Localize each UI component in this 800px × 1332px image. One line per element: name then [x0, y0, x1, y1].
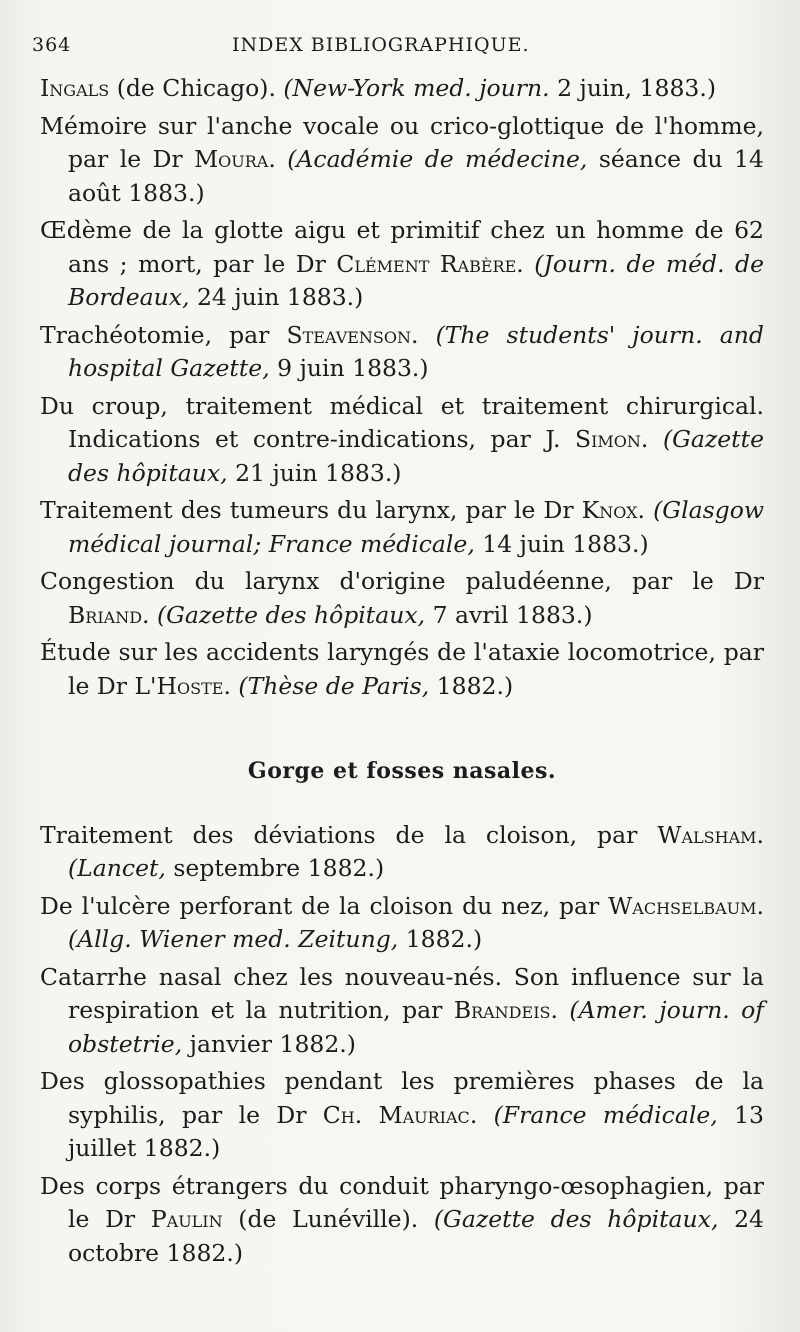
entry-text: Traitement des déviations de la cloison, par: [40, 820, 658, 849]
entry-source: (Gazette des hôpitaux,: [156, 600, 426, 629]
entry-source: (Journ. de méd. de Bordeaux,: [68, 249, 764, 311]
entry-author: Ingals: [40, 74, 110, 102]
entry-date: septembre 1882.): [165, 854, 385, 882]
entry-text: Catarrhe nasal chez les nouveau-nés. Son influence sur la respiration et la nutrition, par: [40, 962, 764, 1024]
bibliography-entry: [40, 494, 764, 561]
entry-date: 24 octobre 1882.): [68, 1205, 764, 1267]
entry-text: .: [223, 671, 239, 700]
entry-author: Steavenson: [286, 320, 412, 349]
entry-source: (Glasgow médical journal; France médicale,: [68, 496, 764, 558]
entry-text: Étude sur les accidents laryngés de l'ataxie locomotrice, par le Dr: [40, 638, 764, 700]
entry-source: (France médicale,: [493, 1100, 718, 1129]
entry-text: Traitement des tumeurs du larynx, par le Dr: [40, 496, 582, 524]
bibliography-entry: [40, 214, 764, 315]
entry-source: (Lancet,: [68, 854, 166, 882]
bibliography-entry: [40, 819, 764, 886]
entry-source: (Allg. Wiener med. Zeitung,: [68, 925, 399, 953]
entry-source: (The students' journ. and hospital Gazette,: [68, 320, 764, 382]
entry-text: .: [637, 496, 654, 524]
entries-bottom: [40, 819, 764, 1271]
entry-text: .: [550, 996, 570, 1024]
entry-text: Trachéotomie, par: [40, 320, 287, 349]
entry-author: Moura: [194, 145, 269, 173]
entry-text: (de Lunéville).: [222, 1205, 434, 1233]
entry-date: séance du 14 août 1883.): [68, 145, 764, 207]
entry-date: 21 juin 1883.): [227, 458, 402, 487]
page-number: 364: [32, 34, 72, 56]
bibliography-entry: [40, 961, 764, 1062]
bibliography-entry: [40, 636, 764, 703]
entry-author: Ch. Mauriac: [322, 1100, 470, 1129]
entry-text: .: [268, 145, 288, 173]
entry-text: .: [640, 425, 663, 453]
entry-author: Simon: [575, 425, 641, 453]
bibliography-entry: [40, 1065, 764, 1166]
entry-author: L'Hoste: [134, 671, 224, 700]
entry-source: (Académie de médecine,: [287, 145, 588, 173]
entry-text: (de Chicago).: [109, 74, 284, 102]
bibliography-entry: [40, 319, 764, 386]
entry-text: .: [756, 820, 764, 849]
section-heading: Gorge et fosses nasales.: [247, 758, 557, 784]
bibliography-entry: [40, 565, 764, 632]
bibliography-entry: [40, 72, 764, 106]
entry-date: 1882.): [429, 671, 514, 700]
entry-date: 2 juin, 1883.): [549, 74, 717, 102]
entry-text: .: [516, 249, 535, 278]
entry-author: Walsham: [657, 820, 757, 849]
entry-date: janvier 1882.): [182, 1029, 356, 1058]
bibliography-entry: [40, 890, 764, 957]
entry-text: Congestion du larynx d'origine paludéenne, par le Dr: [40, 567, 764, 595]
entry-text: De l'ulcère perforant de la cloison du nez, par: [40, 891, 609, 920]
entry-text: .: [142, 600, 157, 629]
entry-text: Mémoire sur l'anche vocale ou crico-glottique de l'homme, par le Dr: [40, 111, 764, 173]
entry-text: Œdème de la glotte aigu et primitif chez un homme de 62 ans ; mort, par le Dr: [40, 216, 764, 278]
entry-source: (Amer. journ. of obstetrie,: [68, 996, 764, 1058]
entry-source: (Gazette des hôpitaux,: [68, 425, 764, 487]
entry-text: Des corps étrangers du conduit pharyngo-œsophagien, par le Dr: [40, 1171, 764, 1233]
entry-author: Wachselbaum: [608, 891, 757, 920]
entry-date: 14 juin 1883.): [474, 529, 649, 558]
entry-text: .: [469, 1100, 494, 1129]
running-title: INDEX BIBLIOGRAPHIQUE.: [232, 34, 530, 56]
bibliography-entry: [40, 1170, 764, 1271]
entry-author: Briand: [68, 600, 143, 629]
entry-text: .: [411, 320, 436, 349]
entry-date: 1882.): [398, 925, 483, 953]
bibliography-entry: [40, 110, 764, 211]
page-header: [32, 34, 760, 64]
entry-author: Paulin: [150, 1205, 223, 1233]
entries-top: [40, 72, 764, 703]
entry-text: Du croup, traitement médical et traitement chirurgical. Indications et contre-indications, par J.: [40, 391, 764, 453]
entry-source: (New-York med. journ.: [283, 74, 550, 102]
bibliography-entry: [40, 390, 764, 491]
entry-author: Brandeis: [453, 996, 551, 1024]
entry-date: 24 juin 1883.): [189, 283, 364, 311]
entry-date: 13 juillet 1882.): [68, 1100, 764, 1162]
entry-author: Clément Rabère: [336, 249, 517, 278]
entry-text: .: [756, 891, 764, 920]
bibliography-content: [40, 72, 764, 1274]
entry-text: Des glossopathies pendant les premières phases de la syphilis, par le Dr: [40, 1067, 764, 1129]
entry-source: (Gazette des hôpitaux,: [433, 1205, 719, 1233]
entry-date: 7 avril 1883.): [425, 600, 593, 629]
entry-date: 9 juin 1883.): [269, 354, 429, 382]
entry-source: (Thèse de Paris,: [238, 671, 430, 700]
entry-author: Knox: [581, 496, 638, 524]
